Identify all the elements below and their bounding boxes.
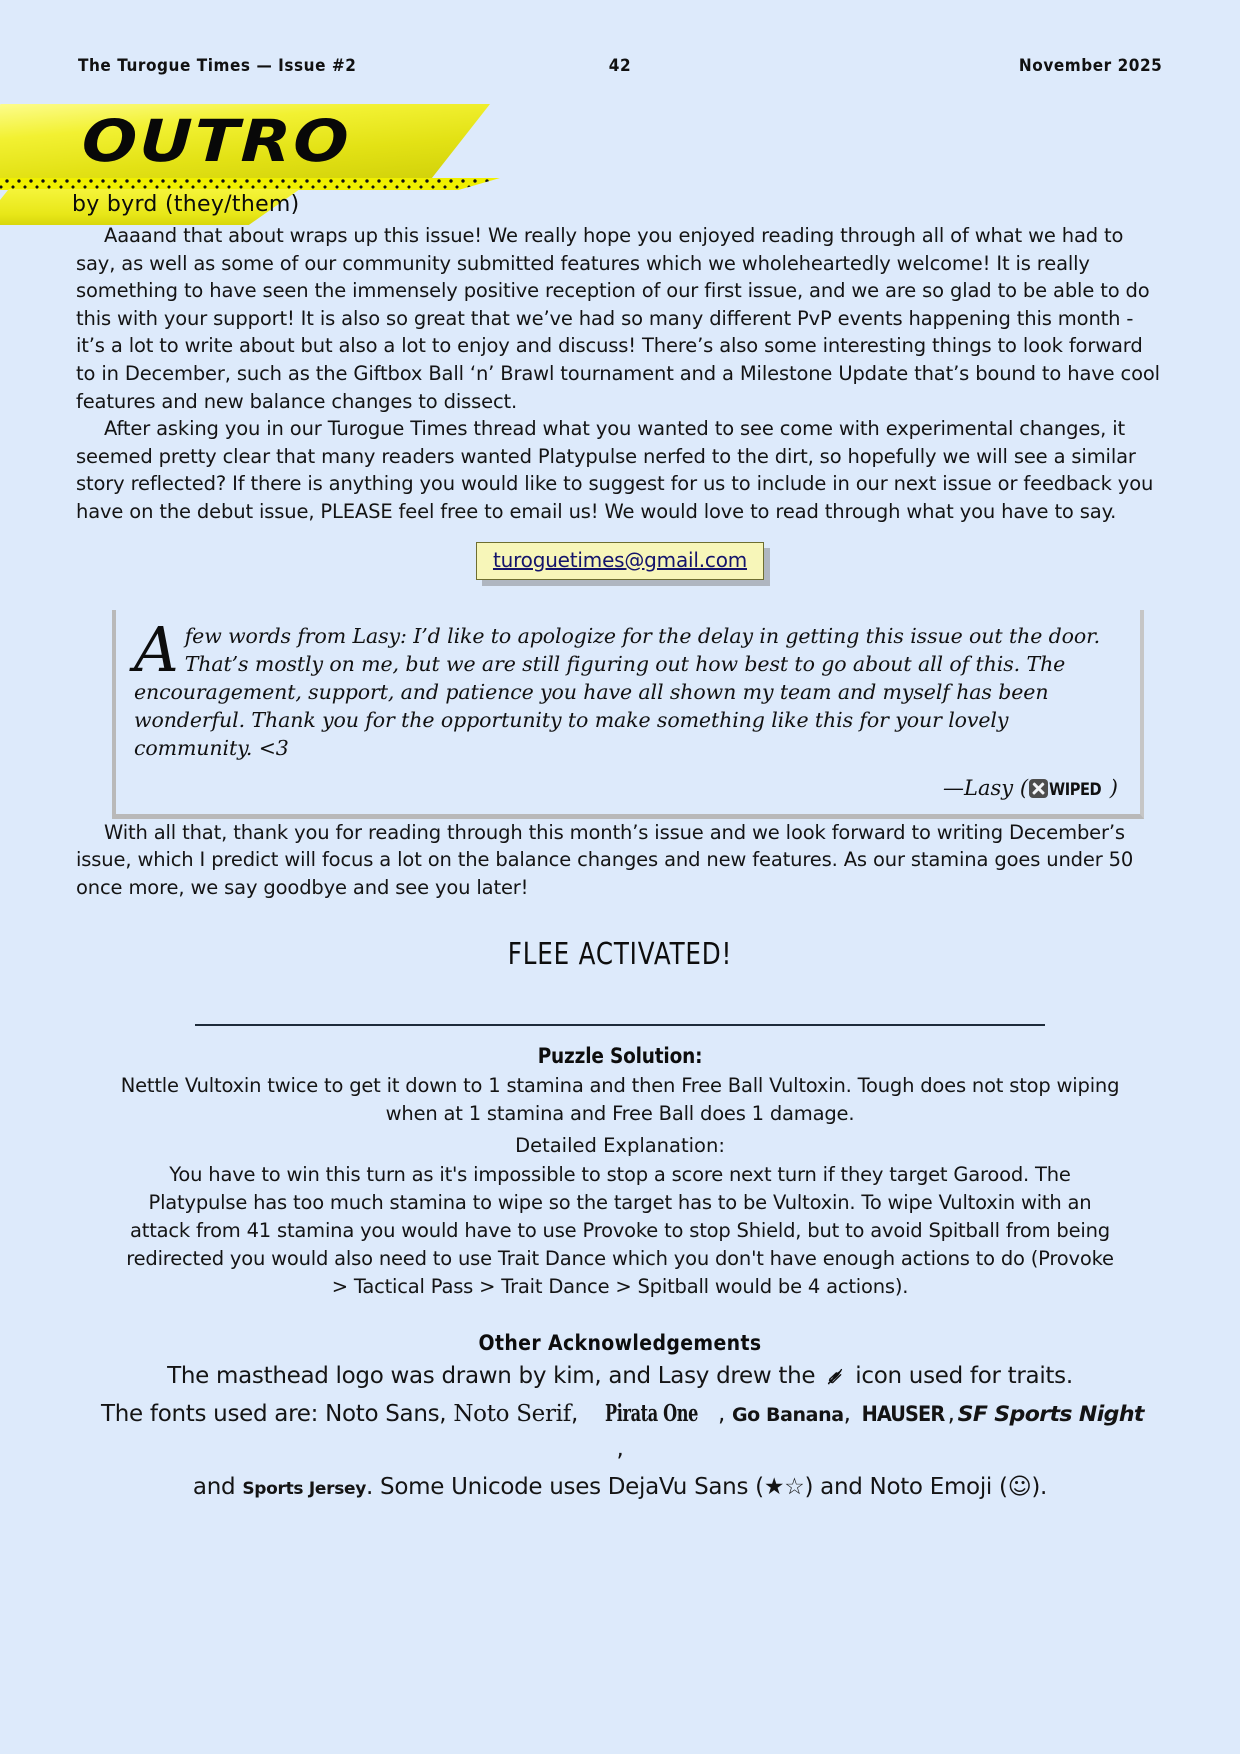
- section-byline: by byrd (they/them): [72, 192, 300, 217]
- font-name-sf-sports-night: SF Sports Night: [957, 1402, 1144, 1427]
- paragraph-intro-text: Aaaand that about wraps up this issue! We really hope you enjoyed reading through all of what we had to say, as well as some of our community submitted features which we wholeheartedly welcome! It is really something to have seen the immensely positive reception of our first issue, and we are so glad to be able to do this with your support! It is also so great that we’ve had so many different PvP events happening this month - it’s a lot to write about but also a lot to enjoy and discuss! There’s also some interesting things to look forward to in December, such as the Giftbox Ball ‘n’ Brawl tournament and a Milestone Update that’s bound to have cool features and new balance changes to dissect.: [76, 224, 1160, 413]
- section-title: OUTRO: [80, 107, 352, 175]
- unicode-note-mid: ) and Noto Emoji (: [804, 1474, 1008, 1501]
- puzzle-detail-text: You have to win this turn as it's impossible to stop a score next turn if they target Garood. The Platypulse has too much stamina to wipe so the target has to be Vultoxin. To wipe Vultoxin with an attack from 41 stamina you would have to use Provoke to stop Shield, but to avoid Spitball from being redirected you would also need to use Trait Dance which you don't have enough actions to do (Provoke > Tactical Pass > Trait Dance > Spitball would be 4 actions).: [126, 1163, 1114, 1299]
- attribution-prefix: —Lasy (: [943, 775, 1029, 800]
- dna-helix-trait-icon: [824, 1363, 846, 1385]
- pull-quote-attribution: [134, 776, 1118, 800]
- unicode-note-after: ).: [1031, 1474, 1048, 1501]
- puzzle-detail-heading: Detailed Explanation:: [515, 1134, 725, 1158]
- acknowledgements-fonts: [100, 1397, 1144, 1466]
- acknowledgements-credit: [100, 1359, 1140, 1393]
- credit-before-icon: The masthead logo was drawn by kim, and Lasy drew the: [167, 1363, 823, 1390]
- section-masthead: [0, 96, 540, 226]
- acknowledgements-heading: Other Acknowledgements: [478, 1331, 762, 1356]
- font-name-noto-sans: Noto Sans: [325, 1401, 440, 1428]
- attribution-suffix: ): [1109, 775, 1118, 800]
- flee-banner: FLEE ACTIVATED!: [507, 937, 733, 973]
- wiped-label: WIPED: [1049, 779, 1102, 800]
- puzzle-solution-heading: Puzzle Solution:: [537, 1044, 703, 1069]
- pull-quote-text: [134, 612, 1118, 762]
- running-head-right: November 2025: [1018, 56, 1162, 76]
- fonts-sep: ,: [947, 1401, 962, 1428]
- email-link[interactable]: turoguetimes@gmail.com: [476, 542, 764, 580]
- email-row: [76, 542, 1164, 580]
- puzzle-solution-text: Nettle Vultoxin twice to get it down to 1 stamina and then Free Ball Vultoxin. Tough does not stop wiping when at 1 stamina and Free Ball does 1 damage.: [120, 1074, 1120, 1126]
- fonts-sep: ,: [717, 1401, 732, 1428]
- running-head-left: The Turogue Times — Issue #2: [78, 56, 357, 76]
- credit-after-icon: icon used for traits.: [848, 1363, 1073, 1390]
- acknowledgements-fonts-continued: [100, 1470, 1140, 1506]
- unicode-note-before: . Some Unicode uses DejaVu Sans (: [366, 1474, 764, 1501]
- fonts-intro: The fonts used are:: [101, 1401, 326, 1428]
- fonts-and: and: [192, 1474, 243, 1501]
- font-name-go-banana: Go Banana: [731, 1404, 844, 1427]
- wiped-x-icon: [1029, 779, 1048, 798]
- fonts-sep: ,: [570, 1401, 585, 1428]
- fonts-sep-last: ,: [616, 1436, 624, 1463]
- running-head: [78, 52, 1162, 80]
- section-divider: [195, 1024, 1045, 1026]
- font-name-hauser: HAUSER: [861, 1402, 944, 1427]
- page-number: 42: [608, 56, 632, 76]
- paragraph-closing-text: With all that, thank you for reading through this month’s issue and we look forward to writing December’s issue, which I predict will focus a lot on the balance changes and new features. As our stamina goes under 50 once more, we say goodbye and see you later!: [76, 820, 1134, 899]
- paragraph-intro: [76, 222, 1164, 415]
- paragraph-feedback: [76, 415, 1164, 525]
- masthead-halftone-dots: [0, 178, 500, 190]
- pull-quote-body: few words from Lasy: I’d like to apologize for the delay in getting this issue out the door. That’s mostly on me, but we are still figuring out how best to go about all of this. The encouragement, support, and patience you have all shown my team and myself has been wonderful. Thank you for the opportunity to make something like this for your lovely community. <3: [134, 623, 1101, 760]
- font-name-pirata-one: Pirata One: [604, 1400, 699, 1428]
- pull-quote: [112, 610, 1144, 819]
- font-name-sports-jersey: Sports Jersey: [242, 1479, 367, 1500]
- font-name-noto-serif: Noto Serif: [453, 1401, 571, 1428]
- article-content: [76, 222, 1164, 1506]
- paragraph-feedback-text: After asking you in our Turogue Times thread what you wanted to see come with experimental changes, it seemed pretty clear that many readers wanted Platypulse nerfed to the dirt, so hopefully we will see a similar story reflected? If there is anything you would like to suggest for us to include in our next issue or feedback you have on the debut issue, PLEASE feel free to email us! We would love to read through what you have to say.: [76, 417, 1154, 523]
- paragraph-closing: [76, 819, 1164, 902]
- fonts-sep: ,: [843, 1401, 858, 1428]
- unicode-emoji: ☺: [1007, 1474, 1032, 1501]
- pull-quote-dropcap: A: [134, 612, 179, 686]
- fonts-sep: ,: [439, 1401, 454, 1428]
- unicode-stars: ★☆: [763, 1474, 805, 1501]
